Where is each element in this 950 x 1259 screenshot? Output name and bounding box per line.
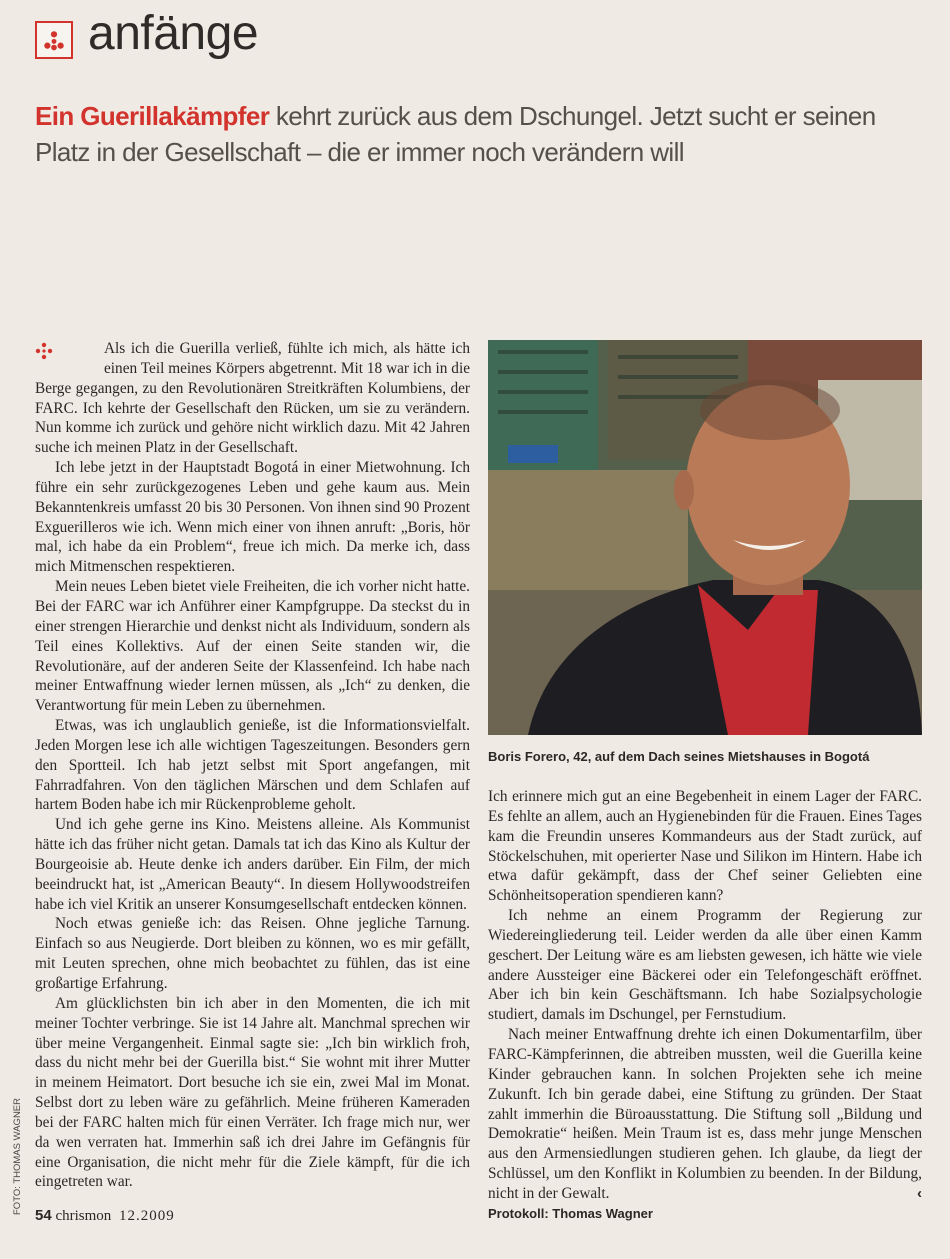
paragraph: Am glücklichsten bin ich aber in den Momenten, die ich mit meiner Tochter verbringe. Sie ist 14 Jahre alt. Manchmal sprechen wir über meine Vergangenheit. Einmal sagte sie: „Ich bin wirklich froh, dass du nicht mehr bei der Guerilla bist.“ Sie wohnt mit ihrer Mutter in meinem Heimatort. Dort besuche ich sie ein, zwei Mal im Monat. Selbst dort zu leben wäre zu gefährlich. Meine früheren Kameraden bei der FARC halten mich für einen Verräter. Ich frage mich nur, wer da wen verraten hat. Immerhin saß ich drei Jahre im Gefängnis für eine Organisation, die nicht mehr für die Ziele kämpft, für die ich eingetreten war. [35, 994, 470, 1191]
paragraph [488, 1025, 922, 1204]
subhead-highlight: Ein Guerillakämpfer [35, 101, 270, 131]
paragraph: Etwas, was ich unglaublich genieße, ist die Informationsvielfalt. Jeden Morgen lese ich alle wichtigen Tageszeitungen. Besonders gern den Sportteil. Ich hab jetzt selbst mit Sport angefangen, mit Fahrradfahren. Von den täglichen Märschen und dem Schlafen auf hartem Boden habe ich mir Rückenprobleme geholt. [35, 717, 470, 814]
section-logo-icon [35, 21, 73, 59]
section-title: anfänge [88, 7, 259, 60]
paragraph-text: Nach meiner Entwaffnung drehte ich einen Dokumentarfilm, über FARC-Kämpferinnen, die abtreiben mussten, weil die Guerilla keine Kinder gebrauchen kann. In solchen Projekten sehe ich meine Zukunft. Ich bin gerade dabei, eine Stiftung zu gründen. Der Staat zahlt immerhin die Büroausstattung. Die Stiftung soll „Bildung und Demokratie“ heißen. Mein Traum ist es, dass mehr junge Menschen aus den Armensiedlungen studieren gehen. Ich glaube, da liegt der Schlüssel, um den Konflikt in Kolumbien zu beenden. In der Bildung, nicht in der Gewalt. [488, 1026, 922, 1202]
page-number: 54 [35, 1207, 52, 1225]
paragraph: Als ich die Guerilla verließ, fühlte ich mich, als hätte ich einen Teil meines Körpers abgetrennt. Mit 18 war ich in die Berge gegangen, zu den Revolutionären Streitkräften Kolumbiens, der FARC. Ich kehrte der Gesellschaft den Rücken, um sie zu verändern. Nun komme ich zurück und gehöre nicht wirklich dazu. Mit 42 Jahren suche ich meinen Platz in der Gesellschaft. [35, 340, 470, 457]
subhead-text: kehrt zurück aus dem Dschungel. Jetzt sucht er seinen Platz in der Gesellschaft – die er immer noch verändern will [35, 101, 876, 167]
paragraph: Und ich gehe gerne ins Kino. Meistens alleine. Als Kommunist hätte ich das früher nicht getan. Damals tat ich das Kino als Kultur der Bourgeoisie ab. Heute denke ich anders darüber. Ein Film, der mich beeindruckt hat, ist „American Beauty“. In diesem Hollywoodstreifen habe ich viel Kritik an unserer Konsumgesellschaft entdecken können. [35, 816, 470, 913]
article-column-right [488, 787, 922, 1223]
paragraph: Noch etwas genieße ich: das Reisen. Ohne jegliche Tarnung. Einfach so aus Neugierde. Dort bleiben zu können, wo es mir gefällt, mit Leuten sprechen, ohne mich beobachtet zu fühlen, das ist eine großartige Erfahrung. [35, 915, 470, 992]
paragraph: Ich nehme an einem Programm der Regierung zur Wiedereingliederung teil. Leider werden da alle über einen Kamm geschert. Der Leitung wäre es am liebsten gewesen, ich hätte wie viele andere Aussteiger eine Bäckerei oder ein Telefongeschäft eröffnet. Aber ich bin kein Geschäftsmann. Ich habe Sozialpsychologie studiert, damals im Dschungel, per Fernstudium. [488, 907, 922, 1024]
paragraph: Ich erinnere mich gut an eine Begebenheit in einem Lager der FARC. Es fehlte an allem, auch an Hygienebinden für die Frauen. Eines Tages kam die Freundin unseres Kommandeurs aus der Stadt zurück, auf Stöckelschuhen, mit operierter Nase und Silikon im Hintern. Habe ich etwa dafür gekämpft, dass der Chef seiner Geliebten eine Schönheitsoperation spendieren kann? [488, 788, 922, 905]
paragraph: Mein neues Leben bietet viele Freiheiten, die ich vorher nicht hatte. Bei der FARC war ich Anführer einer Kampfgruppe. Da steckst du in einer strengen Hierarchie und denkst nicht als Individuum, sondern als Teil eines Kollektivs. Auf der einen Seite standen wir, die Revolutionäre, auf der anderen Seite der Klassenfeind. Ich habe nach meiner Entwaffnung wieder lernen müssen, als „Ich“ zu denken, die Verantwortung für mein Leben zu übernehmen. [35, 578, 470, 715]
photo-caption: Boris Forero, 42, auf dem Dach seines Mietshauses in Bogotá [488, 749, 870, 764]
portrait-photo [488, 340, 922, 735]
article-column-left [35, 339, 470, 1226]
paragraph-start-icon [35, 342, 53, 360]
paragraph: Ich lebe jetzt in der Hauptstadt Bogotá in einer Mietwohnung. Ich führe ein sehr zurückgezogenes Leben und gehe kaum aus. Mein Bekanntenkreis umfasst 20 bis 30 Personen. Von ihnen sind 90 Prozent Exguerilleros wie ich. Wenn mich einer von ihnen anruft: „Boris, hör mal, ich habe da ein Problem“, freue ich mich. Da merke ich, dass mich Mitmenschen respektieren. [35, 459, 470, 576]
issue-date: 12.2009 [119, 1208, 175, 1225]
photo-credit: FOTO: THOMAS WAGNER [12, 1098, 23, 1215]
subheadline [35, 98, 935, 170]
magazine-name: chrismon [55, 1208, 112, 1225]
page-footer [35, 1206, 470, 1226]
end-mark-icon: ‹ [917, 1184, 922, 1202]
article-author: Protokoll: Thomas Wagner [488, 1205, 653, 1221]
drop-space [35, 339, 104, 379]
